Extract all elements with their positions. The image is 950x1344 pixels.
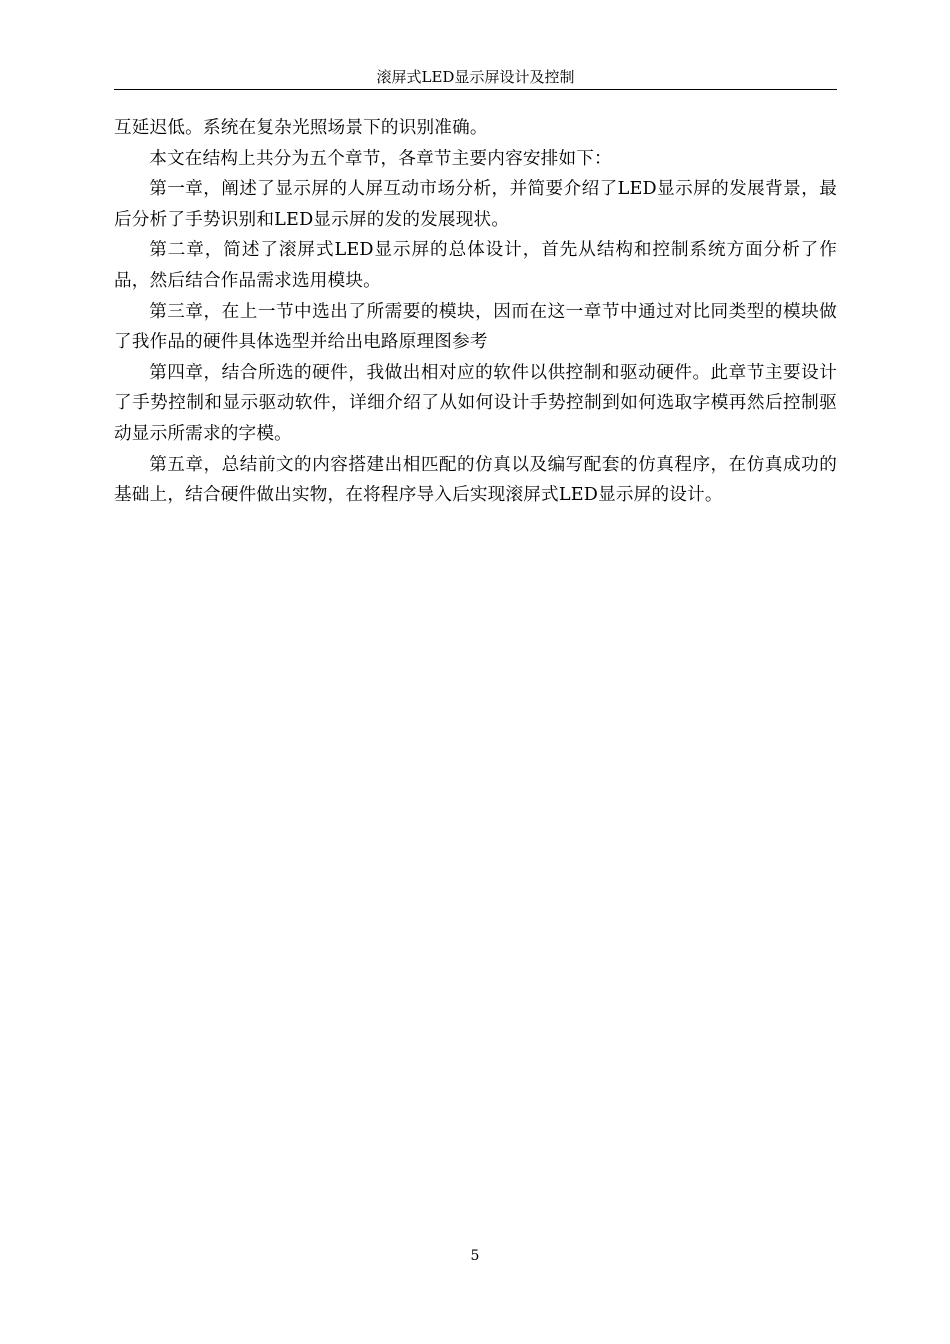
paragraph-chapter-3: 第三章，在上一节中选出了所需要的模块，因而在这一章节中通过对比同类型的模块做了我作品的硬件具体选型并给出电路原理图参考: [114, 301, 837, 353]
paragraph-chapter-5: 第五章，总结前文的内容搭建出相匹配的仿真以及编写配套的仿真程序，在仿真成功的基础上，结合硬件做出实物，在将程序导入后实现滚屏式LED显示屏的设计。: [114, 454, 837, 506]
body-text: [114, 113, 837, 511]
page-number: 5: [470, 1248, 480, 1264]
header-divider: [114, 89, 837, 90]
running-header: 滚屏式LED显示屏设计及控制: [376, 68, 575, 86]
paragraph-chapter-4: 第四章，结合所选的硬件，我做出相对应的软件以供控制和驱动硬件。此章节主要设计了手势控制和显示驱动软件，详细介绍了从如何设计手势控制到如何选取字模再然后控制驱动显示所需求的字模。: [114, 362, 837, 444]
paragraph-structure-intro: 本文在结构上共分为五个章节，各章节主要内容安排如下：: [149, 148, 612, 169]
paragraph-chapter-2: 第二章，简述了滚屏式LED显示屏的总体设计，首先从结构和控制系统方面分析了作品，然后结合作品需求选用模块。: [114, 240, 837, 291]
paragraph-continuation: 互延迟低。系统在复杂光照场景下的识别准确。: [114, 118, 488, 138]
paragraph-chapter-1: 第一章，阐述了显示屏的人屏互动市场分析，并简要介绍了LED显示屏的发展背景，最后分析了手势识别和LED显示屏的发的发展现状。: [114, 179, 837, 230]
